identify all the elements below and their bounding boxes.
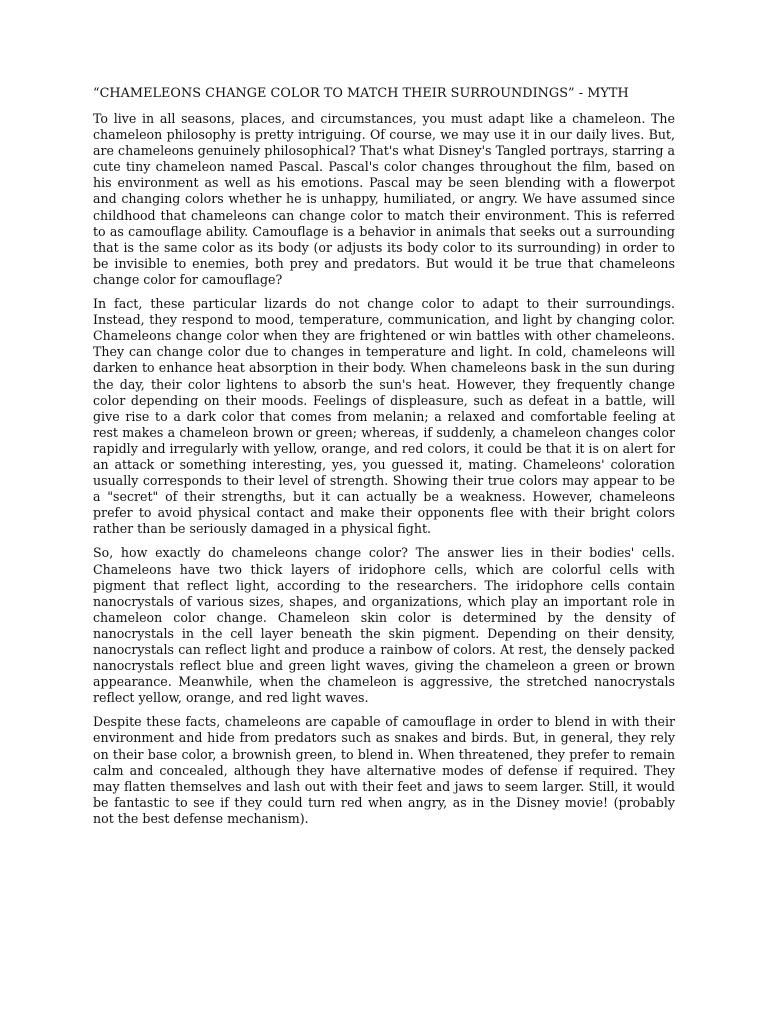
article xyxy=(93,86,675,835)
article-title: “CHAMELEONS CHANGE COLOR TO MATCH THEIR SURROUNDINGS” - MYTH xyxy=(93,86,629,101)
paragraph-mechanism: So, how exactly do chameleons change color? The answer lies in their bodies' cells. Chameleons have two thick layers of iridophore cells, which are colorful cells with pigment that reflect light, according to the researchers. The iridophore cells contain nanocrystals of various sizes, shapes, and organizations, which play an important role in chameleon color change. Chameleon skin color is determined by the density of nanocrystals in the cell layer beneath the skin pigment. Depending on their density, nanocrystals can reflect light and produce a rainbow of colors. At rest, the densely packed nanocrystals reflect blue and green light waves, giving the chameleon a green or brown appearance. Meanwhile, when the chameleon is aggressive, the stretched nanocrystals reflect yellow, orange, and red light waves. xyxy=(93,545,675,706)
paragraph-conclusion: Despite these facts, chameleons are capable of camouflage in order to blend in with their environment and hide from predators such as snakes and birds. But, in general, they rely on their base color, a brownish green, to blend in. When threatened, they prefer to remain calm and concealed, although they have alternative modes of defense if required. They may flatten themselves and lash out with their feet and jaws to seem larger. Still, it would be fantastic to see if they could turn red when angry, as in the Disney movie! (probably not the best defense mechanism). xyxy=(93,714,675,826)
paragraph-color-causes: In fact, these particular lizards do not change color to adapt to their surroundings. Instead, they respond to mood, temperature, communication, and light by changing color. Chameleons change color when they are frightened or win battles with other chameleons. They can change color due to changes in temperature and light. In cold, chameleons will darken to enhance heat absorption in their body. When chameleons bask in the sun during the day, their color lightens to absorb the sun's heat. However, they frequently change color depending on their moods. Feelings of displeasure, such as defeat in a battle, will give rise to a dark color that comes from melanin; a relaxed and comfortable feeling at rest makes a chameleon brown or green; whereas, if suddenly, a chameleon changes color rapidly and irregularly with yellow, orange, and red colors, it could be that it is on alert for an attack or something interesting, yes, you guessed it, mating. Chameleons' coloration usually corresponds to their level of strength. Showing their true colors may appear to be a "secret" of their strengths, but it can actually be a weakness. However, chameleons prefer to avoid physical contact and make their opponents flee with their bright colors rather than be seriously damaged in a physical fight. xyxy=(93,296,675,537)
paragraph-intro: To live in all seasons, places, and circumstances, you must adapt like a chameleon. The chameleon philosophy is pretty intriguing. Of course, we may use it in our daily lives. But, are chameleons genuinely philosophical? That's what Disney's Tangled portrays, starring a cute tiny chameleon named Pascal. Pascal's color changes throughout the film, based on his environment as well as his emotions. Pascal may be seen blending with a flowerpot and changing colors whether he is unhappy, humiliated, or angry. We have assumed since childhood that chameleons can change color to match their environment. This is referred to as camouflage ability. Camouflage is a behavior in animals that seeks out a surrounding that is the same color as its body (or adjusts its body color to its surrounding) in order to be invisible to enemies, both prey and predators. But would it be true that chameleons change color for camouflage? xyxy=(93,111,675,287)
